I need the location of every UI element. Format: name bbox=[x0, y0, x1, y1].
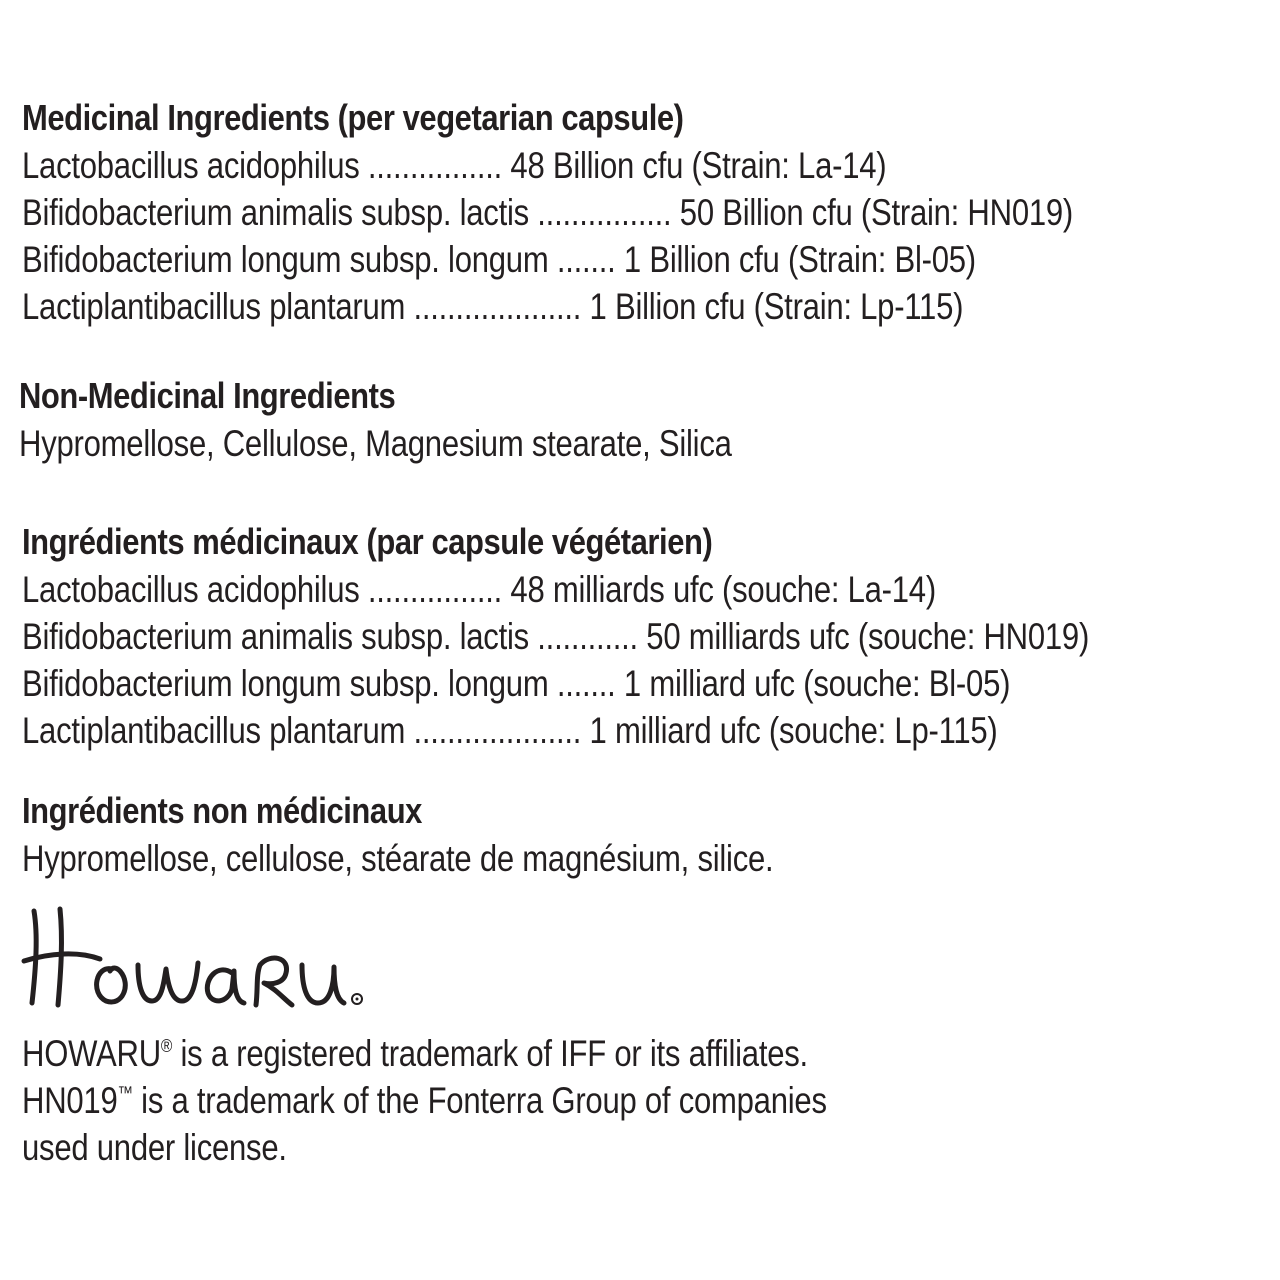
ingredient-line: Lactiplantibacillus plantarum .................... 1 milliard ufc (souche: Lp-115) bbox=[22, 710, 998, 751]
nonmedicinal-ingredients-fr bbox=[22, 787, 917, 882]
howaru-logo bbox=[20, 905, 365, 1015]
nonmedicinal-text-en: Hypromellose, Cellulose, Magnesium stearate, Silica bbox=[19, 423, 732, 464]
medicinal-ingredients-en bbox=[22, 94, 1273, 330]
strain-name: HN019 bbox=[22, 1080, 118, 1121]
registered-mark: ® bbox=[160, 1035, 173, 1057]
ingredient-line: Lactobacillus acidophilus ................ 48 Billion cfu (Strain: La-14) bbox=[22, 145, 887, 186]
ingredient-line: Bifidobacterium longum subsp. longum ....... 1 milliard ufc (souche: Bl-05) bbox=[22, 663, 1011, 704]
ingredient-line: Bifidobacterium animalis subsp. lactis ............ 50 milliards ufc (souche: HN019) bbox=[22, 616, 1090, 657]
nonmedicinal-ingredients-en bbox=[19, 372, 867, 467]
nonmedicinal-heading-en: Non-Medicinal Ingredients bbox=[19, 375, 396, 416]
medicinal-heading-en: Medicinal Ingredients (per vegetarian capsule) bbox=[22, 97, 684, 138]
trademark-text: is a registered trademark of IFF or its affiliates. bbox=[172, 1033, 808, 1074]
trademark-notice bbox=[22, 1030, 980, 1171]
brand-name: HOWARU bbox=[22, 1033, 161, 1074]
medicinal-heading-fr: Ingrédients médicinaux (par capsule végétarien) bbox=[22, 521, 713, 562]
trademark-mark: ™ bbox=[117, 1082, 133, 1104]
trademark-line bbox=[22, 1030, 827, 1077]
nonmedicinal-heading-fr: Ingrédients non médicinaux bbox=[22, 790, 422, 831]
trademark-line: used under license. bbox=[22, 1127, 287, 1168]
ingredient-line: Bifidobacterium longum subsp. longum ....... 1 Billion cfu (Strain: Bl-05) bbox=[22, 239, 976, 280]
ingredient-line: Bifidobacterium animalis subsp. lactis ................ 50 Billion cfu (Strain: HN019) bbox=[22, 192, 1074, 233]
nonmedicinal-text-fr: Hypromellose, cellulose, stéarate de magnésium, silice. bbox=[22, 838, 774, 879]
ingredient-line: Lactobacillus acidophilus ................ 48 milliards ufc (souche: La-14) bbox=[22, 569, 936, 610]
ingredient-line: Lactiplantibacillus plantarum .................... 1 Billion cfu (Strain: Lp-115) bbox=[22, 286, 964, 327]
trademark-line bbox=[22, 1077, 827, 1124]
trademark-text: is a trademark of the Fonterra Group of companies bbox=[132, 1080, 827, 1121]
medicinal-ingredients-fr bbox=[22, 518, 1280, 754]
